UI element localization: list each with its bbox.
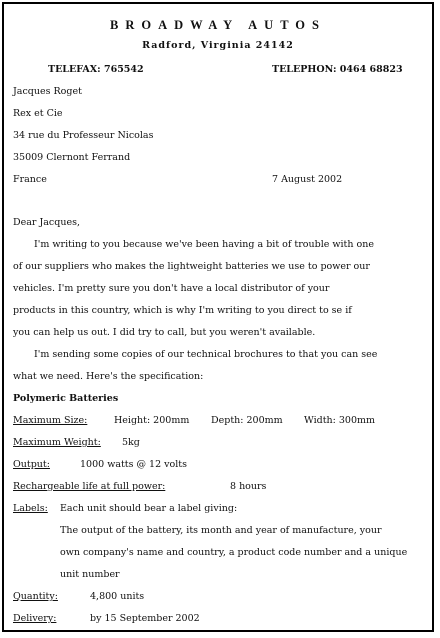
telephone-number: TELEPHON: 0464 68823 [272, 64, 403, 75]
spec-title: Polymeric Batteries [13, 393, 119, 404]
spec-labels-intro: Each unit should bear a label giving: [60, 503, 238, 514]
letter-page [2, 2, 434, 632]
spec-recharge-label: Rechargeable life at full power: [13, 481, 166, 492]
spec-delivery-label: Delivery: [13, 613, 57, 624]
spec-width: Width: 300mm [304, 415, 376, 426]
recipient-country: France [13, 174, 47, 185]
spec-max-size-label: Maximum Size: [13, 415, 88, 426]
paragraph-line: products in this country, which is why I'm writing to you direct to se if [13, 305, 352, 316]
recipient-name: Jacques Roget [13, 86, 82, 97]
recipient-city: 35009 Clernont Ferrand [13, 152, 131, 163]
paragraph-line: I'm sending some copies of our technical brochures to that you can see [34, 349, 378, 360]
recipient-company: Rex et Cie [13, 108, 63, 119]
greeting: Dear Jacques, [13, 217, 80, 228]
company-city: Radford, Virginia 24142 [142, 40, 294, 51]
spec-quantity: 4,800 units [90, 591, 145, 602]
spec-labels-line: unit number [60, 569, 120, 580]
recipient-street: 34 rue du Professeur Nicolas [13, 130, 154, 141]
paragraph-line: you can help us out. I did try to call, but you weren't available. [13, 327, 316, 338]
company-name: BROADWAY AUTOS [110, 18, 326, 32]
paragraph-line: what we need. Here's the specification: [13, 371, 204, 382]
paragraph-line: I'm writing to you because we've been having a bit of trouble with one [34, 239, 374, 250]
spec-max-weight-label: Maximum Weight: [13, 437, 101, 448]
spec-output-label: Output: [13, 459, 50, 470]
spec-depth: Depth: 200mm [211, 415, 283, 426]
spec-max-weight: 5kg [122, 437, 140, 448]
spec-height: Height: 200mm [114, 415, 190, 426]
letter-date: 7 August 2002 [272, 174, 343, 185]
paragraph-line: of our suppliers who makes the lightweight batteries we use to power our [13, 261, 370, 272]
spec-quantity-label: Quantity: [13, 591, 58, 602]
spec-max-size-row [13, 415, 87, 426]
spec-labels-line: own company's name and country, a product code number and a unique [60, 547, 408, 558]
spec-output: 1000 watts @ 12 volts [80, 459, 187, 470]
spec-labels-label: Labels: [13, 503, 48, 514]
spec-labels-line: The output of the battery, its month and year of manufacture, your [60, 525, 382, 536]
telefax-number: TELEFAX: 765542 [48, 64, 144, 75]
paragraph-line: vehicles. I'm pretty sure you don't have a local distributor of your [13, 283, 330, 294]
spec-recharge: 8 hours [230, 481, 267, 492]
spec-delivery: by 15 September 2002 [90, 613, 200, 624]
